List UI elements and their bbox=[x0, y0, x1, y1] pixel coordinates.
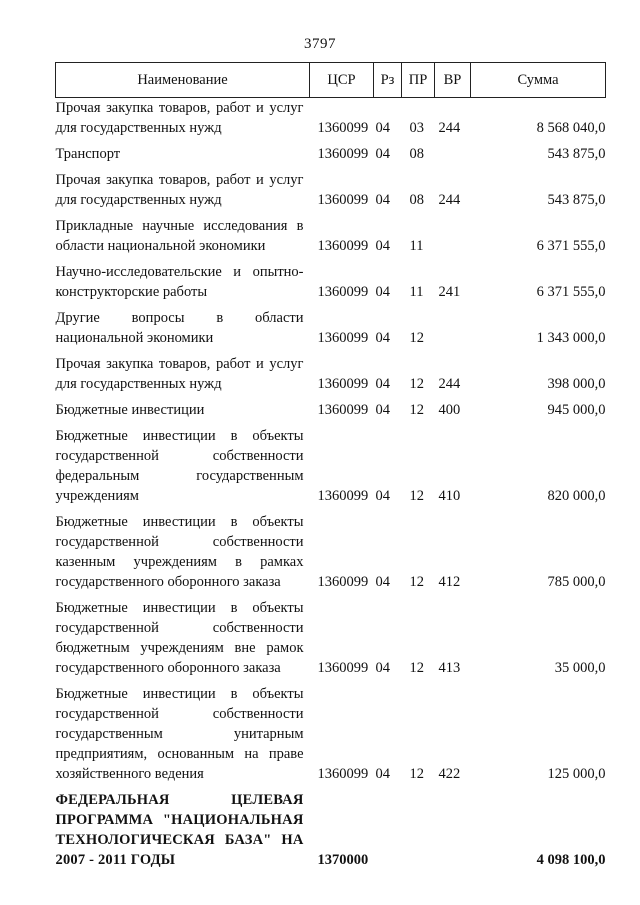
cell-name: Научно-исследовательские и опытно-конструкторские работы bbox=[55, 264, 304, 300]
cell-rz: 04 bbox=[375, 574, 390, 590]
cell-vr: 422 bbox=[438, 766, 461, 782]
cell-pr: 03 bbox=[409, 120, 424, 136]
cell-vr bbox=[435, 144, 471, 170]
table-row bbox=[56, 684, 606, 790]
cell-vr bbox=[435, 216, 471, 262]
cell-vr: 244 bbox=[438, 376, 461, 392]
cell-csr: 1360099 bbox=[317, 574, 369, 590]
table-row bbox=[56, 400, 606, 426]
cell-name: Другие вопросы в области национальной экономики bbox=[55, 310, 304, 346]
cell-csr: 1360099 bbox=[317, 330, 369, 346]
cell-rz: 04 bbox=[375, 284, 390, 300]
cell-pr bbox=[402, 790, 435, 876]
cell-rz bbox=[374, 790, 402, 876]
cell-csr: 1360099 bbox=[317, 238, 369, 254]
cell-sum: 8 568 040,0 bbox=[536, 120, 606, 136]
cell-name: ФЕДЕРАЛЬНАЯ ЦЕЛЕВАЯ ПРОГРАММА "НАЦИОНАЛЬНАЯ ТЕХНОЛОГИЧЕСКАЯ БАЗА" НА 2007 - 2011 ГОДЫ bbox=[55, 792, 304, 868]
cell-sum: 1 343 000,0 bbox=[536, 330, 606, 346]
cell-pr: 12 bbox=[409, 376, 424, 392]
cell-sum: 543 875,0 bbox=[547, 146, 606, 162]
cell-name: Бюджетные инвестиции в объекты государственной собственности казенным учреждениям в рамках государственного оборонного заказа bbox=[55, 514, 304, 590]
page-number: 3797 bbox=[304, 36, 336, 52]
cell-vr: 244 bbox=[438, 120, 461, 136]
table-row bbox=[56, 144, 606, 170]
cell-pr: 12 bbox=[409, 330, 424, 346]
cell-vr: 244 bbox=[438, 192, 461, 208]
cell-csr: 1360099 bbox=[317, 146, 369, 162]
cell-rz: 04 bbox=[375, 488, 390, 504]
cell-sum: 35 000,0 bbox=[554, 660, 606, 676]
cell-sum: 785 000,0 bbox=[547, 574, 606, 590]
table-row bbox=[56, 512, 606, 598]
cell-pr: 12 bbox=[409, 660, 424, 676]
cell-name: Прочая закупка товаров, работ и услуг для государственных нужд bbox=[55, 356, 304, 392]
cell-vr: 241 bbox=[438, 284, 461, 300]
table-row bbox=[56, 216, 606, 262]
cell-sum: 543 875,0 bbox=[547, 192, 606, 208]
cell-rz: 04 bbox=[375, 660, 390, 676]
table-body bbox=[56, 98, 606, 877]
cell-name: Прочая закупка товаров, работ и услуг для государственных нужд bbox=[55, 172, 304, 208]
cell-csr: 1360099 bbox=[317, 376, 369, 392]
cell-rz: 04 bbox=[375, 376, 390, 392]
cell-csr: 1360099 bbox=[317, 402, 369, 418]
cell-vr: 412 bbox=[438, 574, 461, 590]
budget-table bbox=[55, 62, 606, 876]
cell-name: Бюджетные инвестиции в объекты государственной собственности бюджетным учреждениям вне рамок государственного оборонного заказа bbox=[55, 600, 304, 676]
header-pr: ПР bbox=[402, 63, 435, 98]
table-row bbox=[56, 98, 606, 145]
cell-csr: 1360099 bbox=[317, 284, 369, 300]
header-sum: Сумма bbox=[471, 63, 606, 98]
header-vr: ВР bbox=[435, 63, 471, 98]
cell-csr: 1370000 bbox=[317, 852, 369, 868]
cell-pr: 08 bbox=[409, 146, 424, 162]
cell-csr: 1360099 bbox=[317, 120, 369, 136]
cell-sum: 125 000,0 bbox=[547, 766, 606, 782]
cell-sum: 6 371 555,0 bbox=[536, 238, 606, 254]
cell-name: Бюджетные инвестиции в объекты государственной собственности государственным унитарным предприятиям, основанным на праве хозяйственного ведения bbox=[55, 686, 304, 782]
cell-rz: 04 bbox=[375, 330, 390, 346]
table-row bbox=[56, 598, 606, 684]
cell-name: Бюджетные инвестиции bbox=[55, 402, 205, 418]
table-row bbox=[56, 262, 606, 308]
cell-csr: 1360099 bbox=[317, 660, 369, 676]
cell-vr: 400 bbox=[438, 402, 461, 418]
cell-vr: 410 bbox=[438, 488, 461, 504]
cell-csr: 1360099 bbox=[317, 488, 369, 504]
cell-pr: 11 bbox=[409, 238, 424, 254]
cell-sum: 820 000,0 bbox=[547, 488, 606, 504]
cell-sum: 398 000,0 bbox=[547, 376, 606, 392]
cell-sum: 6 371 555,0 bbox=[536, 284, 606, 300]
header-name: Наименование bbox=[56, 63, 310, 98]
cell-pr: 12 bbox=[409, 488, 424, 504]
cell-sum: 4 098 100,0 bbox=[536, 852, 606, 868]
cell-vr bbox=[435, 308, 471, 354]
cell-pr: 11 bbox=[409, 284, 424, 300]
header-csr: ЦСР bbox=[310, 63, 374, 98]
cell-csr: 1360099 bbox=[317, 192, 369, 208]
cell-name: Транспорт bbox=[55, 146, 121, 162]
cell-pr: 12 bbox=[409, 766, 424, 782]
header-rz: Рз bbox=[374, 63, 402, 98]
cell-rz: 04 bbox=[375, 402, 390, 418]
table-row bbox=[56, 170, 606, 216]
cell-rz: 04 bbox=[375, 192, 390, 208]
cell-rz: 04 bbox=[375, 146, 390, 162]
cell-sum: 945 000,0 bbox=[547, 402, 606, 418]
table-row bbox=[56, 790, 606, 876]
cell-rz: 04 bbox=[375, 766, 390, 782]
cell-vr: 413 bbox=[438, 660, 461, 676]
cell-pr: 12 bbox=[409, 574, 424, 590]
cell-vr bbox=[435, 790, 471, 876]
cell-rz: 04 bbox=[375, 238, 390, 254]
cell-pr: 08 bbox=[409, 192, 424, 208]
cell-csr: 1360099 bbox=[317, 766, 369, 782]
cell-name: Прочая закупка товаров, работ и услуг для государственных нужд bbox=[55, 100, 304, 136]
table-row bbox=[56, 426, 606, 512]
cell-name: Прикладные научные исследования в области национальной экономики bbox=[55, 218, 304, 254]
cell-name: Бюджетные инвестиции в объекты государственной собственности федеральным государственным учреждениям bbox=[55, 428, 304, 504]
cell-rz: 04 bbox=[375, 120, 390, 136]
cell-pr: 12 bbox=[409, 402, 424, 418]
table-row bbox=[56, 354, 606, 400]
table-header bbox=[56, 63, 606, 98]
table-row bbox=[56, 308, 606, 354]
